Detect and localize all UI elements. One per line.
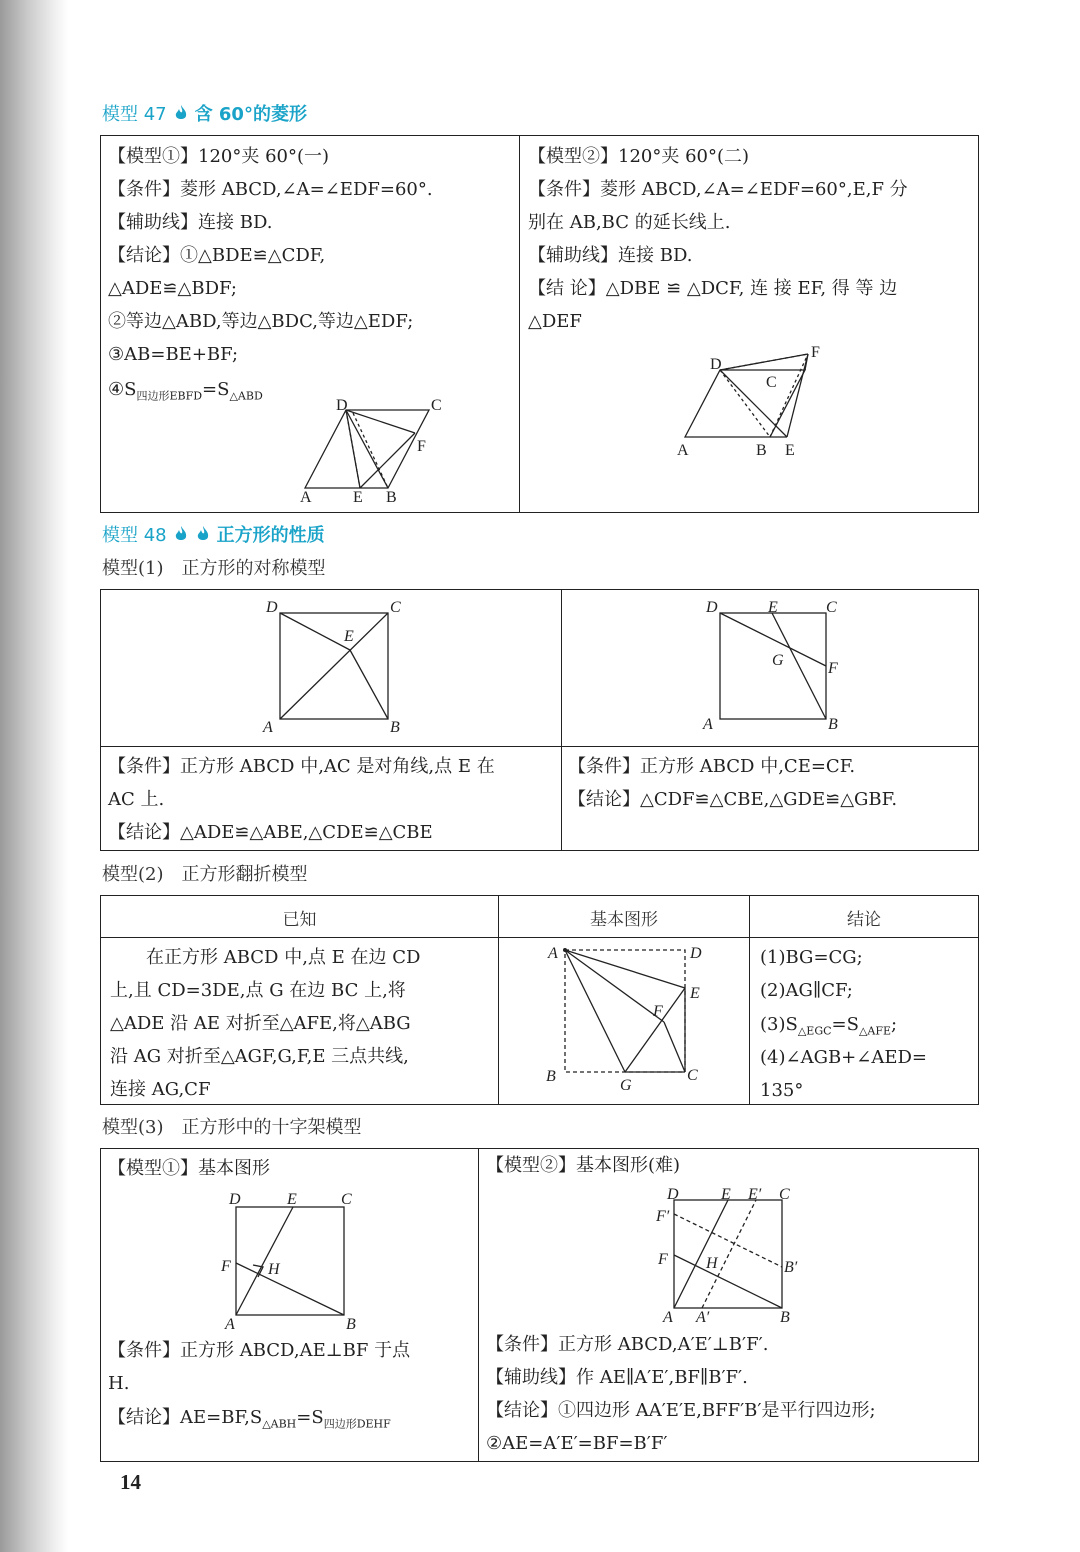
m47-left-line7: ③AB=BE+BF; [108,344,239,365]
label-C: C [341,1191,352,1208]
label-B-prime: B′ [784,1259,798,1276]
label-F: F [658,1251,668,1268]
figure-cross-1 [215,1185,365,1335]
s3-left-cond-1: 【条件】正方形 ABCD,AE⊥BF 于点 [108,1340,411,1361]
flame-icon [173,104,189,122]
s1-right-cond: 【条件】正方形 ABCD 中,CE=CF. [568,756,856,777]
label-B: B [780,1309,790,1326]
label-D: D [706,599,718,616]
divider [519,136,520,512]
label-E: E [690,985,700,1002]
header-known: 已知 [282,910,317,930]
section-2-title: 模型(2) 正方形翻折模型 [102,864,308,885]
label-A: A [703,716,713,733]
s1-left-cond-2: AC 上. [108,789,165,810]
m47-right-line4: 【辅助线】连接 BD. [528,245,693,266]
label-E-prime: E′ [748,1186,762,1203]
label-C: C [766,374,777,391]
label-F: F [811,344,820,361]
label-E: E [287,1191,297,1208]
m47-left-line5: △ADE≌△BDF; [108,278,237,299]
label-C: C [390,599,401,616]
s3-right-conc-2: ②AE=A′E′=BF=B′F′ [486,1433,668,1454]
divider [101,937,978,938]
label-A: A [548,945,558,962]
label-C: C [779,1186,790,1203]
model-47-number: 模型 47 [102,104,167,125]
label-B: B [546,1068,556,1085]
label-E: E [721,1186,731,1203]
s2-known-3: △ADE 沿 AE 对折至△AFE,将△ABG [110,1013,411,1034]
m47-left-line1: 【模型①】120°夹 60°(一) [108,146,330,167]
s3-right-conc-1: 【结论】①四边形 AA′E′E,BFF′B′是平行四边形; [486,1400,876,1421]
m47-left-line4: 【结论】①△BDE≌△CDF, [108,245,326,266]
s2-known-5: 连接 AG,CF [110,1079,211,1100]
label-C: C [826,599,837,616]
label-A-prime: A′ [696,1309,710,1326]
figure-square-ce-cf [698,593,848,741]
s2-conc-1: (1)BG=CG; [760,947,863,968]
label-A: A [677,442,689,459]
s2-known-4: 沿 AG 对折至△AGF,G,F,E 三点共线, [110,1046,409,1067]
label-F: F [221,1258,231,1275]
label-B: B [828,716,838,733]
label-B: B [346,1316,356,1333]
section-3-title: 模型(3) 正方形中的十字架模型 [102,1117,362,1138]
page-number: 14 [120,1470,141,1494]
label-E: E [768,599,778,616]
model-47-name: 含 60°的菱形 [194,104,307,125]
label-B: B [390,719,400,736]
label-A: A [300,489,312,506]
label-D: D [710,356,722,373]
label-F: F [653,1003,663,1020]
s1-left-conclusion: 【结论】△ADE≌△ABE,△CDE≌△CBE [108,822,433,843]
label-A: A [663,1309,673,1326]
s2-conc-3: $(3)S_{\triangle EGC}=S_{\triangle AFE}$; [760,1014,898,1038]
label-G: G [620,1077,632,1094]
page-edge-shadow [0,0,68,1552]
label-F: F [417,438,426,455]
m47-left-line8: $④S_{四边形EBFD}=S_{\triangle ABD}$ [108,379,263,403]
s2-conc-2: (2)AG∥CF; [760,980,853,1001]
m47-left-line2: 【条件】菱形 ABCD,∠A=∠EDF=60°. [108,179,433,200]
model-48-title [102,521,325,547]
model-48-name: 正方形的性质 [216,525,325,546]
s2-known-1: 在正方形 ABCD 中,点 E 在边 CD [110,947,421,968]
header-conclusion: 结论 [847,910,881,930]
s1-left-cond-1: 【条件】正方形 ABCD 中,AC 是对角线,点 E 在 [108,756,495,777]
label-D: D [266,599,278,616]
figure-cross-2 [650,1180,810,1328]
m47-right-line2: 【条件】菱形 ABCD,∠A=∠EDF=60°,E,F 分 [528,179,908,200]
s2-conc-4: (4)∠AGB+∠AED= [760,1047,928,1068]
label-E: E [344,628,354,645]
label-E: E [785,442,795,459]
s3-left-title: 【模型①】基本图形 [108,1158,270,1179]
m47-right-line3: 别在 AB,BC 的延长线上. [528,212,731,233]
flame-icon [173,525,189,543]
label-F-prime: F′ [656,1208,670,1225]
s3-right-cond: 【条件】正方形 ABCD,A′E′⊥B′F′. [486,1334,769,1355]
model-48-number: 模型 48 [102,525,167,546]
label-A: A [225,1316,235,1333]
label-H: H [706,1255,718,1272]
figure-rhombus-1 [290,395,460,510]
model-47-title [102,100,307,126]
header-figure: 基本图形 [590,910,658,930]
s3-right-title: 【模型②】基本图形(难) [486,1155,681,1176]
s3-left-conclusion: 【结论】$AE=BF,S_{\triangle ABH}=S_{四边形DEHF}$ [108,1407,391,1431]
label-B: B [756,442,767,459]
label-D: D [690,945,702,962]
label-C: C [431,397,442,414]
s3-right-aux: 【辅助线】作 AE∥A′E′,BF∥B′F′. [486,1367,748,1388]
m47-right-line6: △DEF [528,311,582,332]
label-E: E [353,489,363,506]
m47-left-line6: ②等边△ABD,等边△BDC,等边△EDF; [108,311,414,332]
divider [478,1149,479,1461]
section-1-title: 模型(1) 正方形的对称模型 [102,558,326,579]
divider [101,746,978,747]
label-A: A [263,719,273,736]
label-H: H [268,1261,280,1278]
m47-left-line3: 【辅助线】连接 BD. [108,212,273,233]
figure-rhombus-2 [670,340,840,462]
label-F: F [828,660,838,677]
label-D: D [229,1191,241,1208]
m47-right-line1: 【模型②】120°夹 60°(二) [528,146,750,167]
divider [561,590,562,850]
label-D: D [667,1186,679,1203]
label-D: D [336,397,348,414]
label-B: B [386,489,397,506]
s2-known-2: 上,且 CD=3DE,点 G 在边 BC 上,将 [110,980,406,1001]
figure-square-fold [540,940,710,1100]
label-G: G [772,652,784,669]
s1-right-conclusion: 【结论】△CDF≌△CBE,△GDE≌△GBF. [568,789,898,810]
label-C: C [687,1067,698,1084]
figure-square-diagonal [258,593,408,741]
m47-right-line5: 【结 论】△DBE ≌ △DCF, 连 接 EF, 得 等 边 [528,278,898,299]
flame-icon [195,525,211,543]
s2-conc-5: 135° [760,1080,804,1101]
s3-left-cond-2: H. [108,1373,130,1394]
